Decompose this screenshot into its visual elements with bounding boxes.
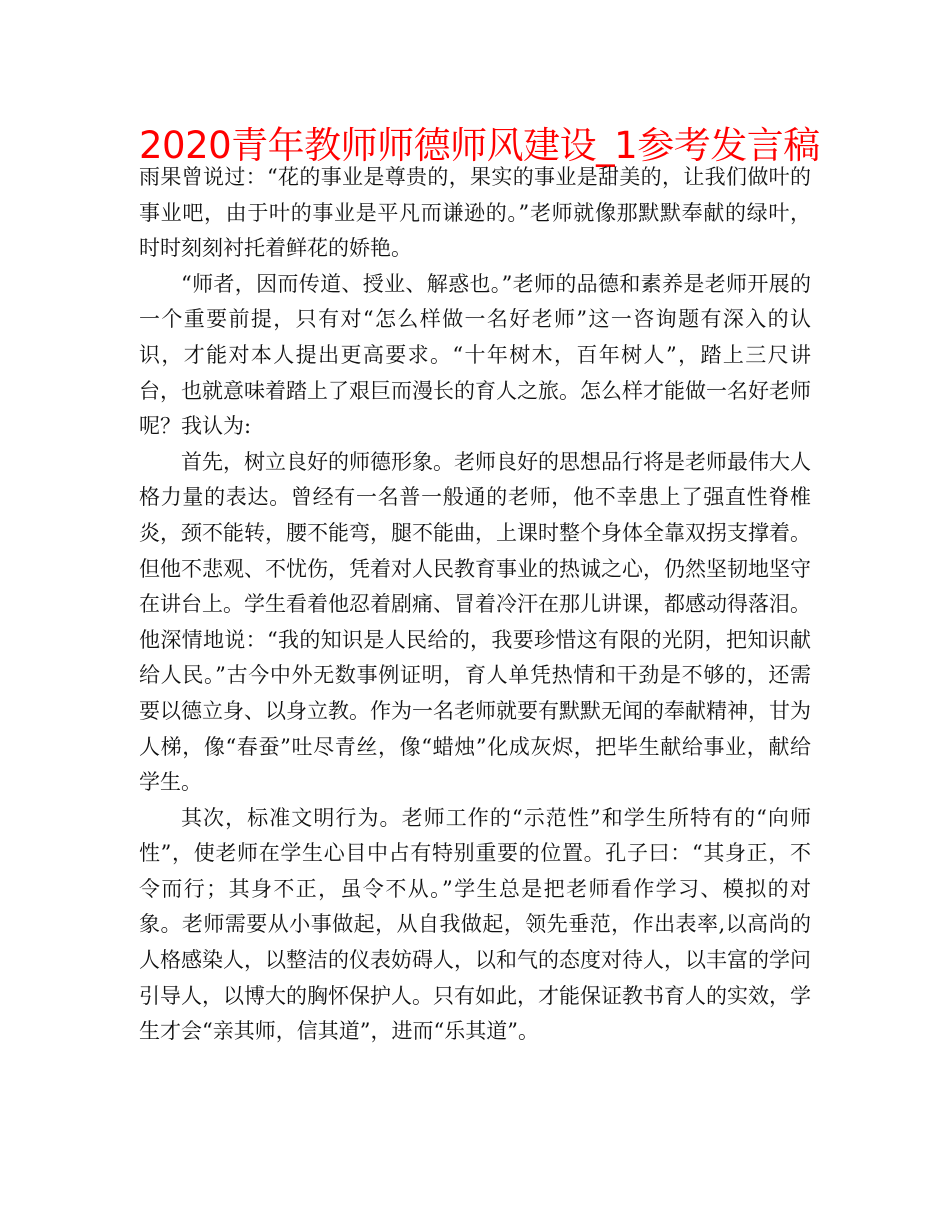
paragraph-intro: 雨果曾说过：“花的事业是尊贵的，果实的事业是甜美的，让我们做叶的事业吧，由于叶的事业是平凡而谦逊的。”老师就像那默默奉献的绿叶，时时刻刻衬托着鲜花的娇艳。 (139, 165, 811, 261)
document-body (139, 160, 811, 1050)
document-title: 2020青年教师师德师风建设_1参考发言稿 (139, 124, 820, 167)
paragraph-second-point: 其次，标准文明行为。老师工作的“示范性”和学生所特有的“向师性”，使老师在学生心目中占有特别重要的位置。孔子曰：“其身正，不令而行；其身不正，虽令不从。”学生总是把老师看作学习、模拟的对象。老师需要从小事做起，从自我做起，领先垂范，作出表率,以高尚的人格感染人，以整洁的仪表妨碍人，以和气的态度对待人，以丰富的学问引导人，以博大的胸怀保护人。只有如此，才能保证教书育人的实效，学生才会“亲其师，信其道”，进而“乐其道”。 (139, 805, 811, 1044)
paragraph-teacher-role: “师者，因而传道、授业、解惑也。”老师的品德和素养是老师开展的一个重要前提，只有对“怎么样做一名好老师”这一咨询题有深入的认识，才能对本人提出更高要求。“十年树木，百年树人”，踏上三尺讲台，也就意味着踏上了艰巨而漫长的育人之旅。怎么样才能做一名好老师呢？我认为: (139, 271, 811, 439)
paragraph-first-point: 首先，树立良好的师德形象。老师良好的思想品行将是老师最伟大人格力量的表达。曾经有一名普一般通的老师，他不幸患上了强直性脊椎炎，颈不能转，腰不能弯，腿不能曲，上课时整个身体全靠双拐支撑着。但他不悲观、不忧伤，凭着对人民教育事业的热诚之心，仍然坚韧地坚守在讲台上。学生看着他忍着剧痛、冒着冷汗在那儿讲课，都感动得落泪。他深情地说：“我的知识是人民给的，我要珍惜这有限的光阴，把知识献给人民。”古今中外无数事例证明，育人单凭热情和干劲是不够的，还需要以德立身、以身立教。作为一名老师就要有默默无闻的奉献精神，甘为人梯，像“春蚕”吐尽青丝，像“蜡烛”化成灰烬，把毕生献给事业，献给学生。 (139, 449, 811, 795)
